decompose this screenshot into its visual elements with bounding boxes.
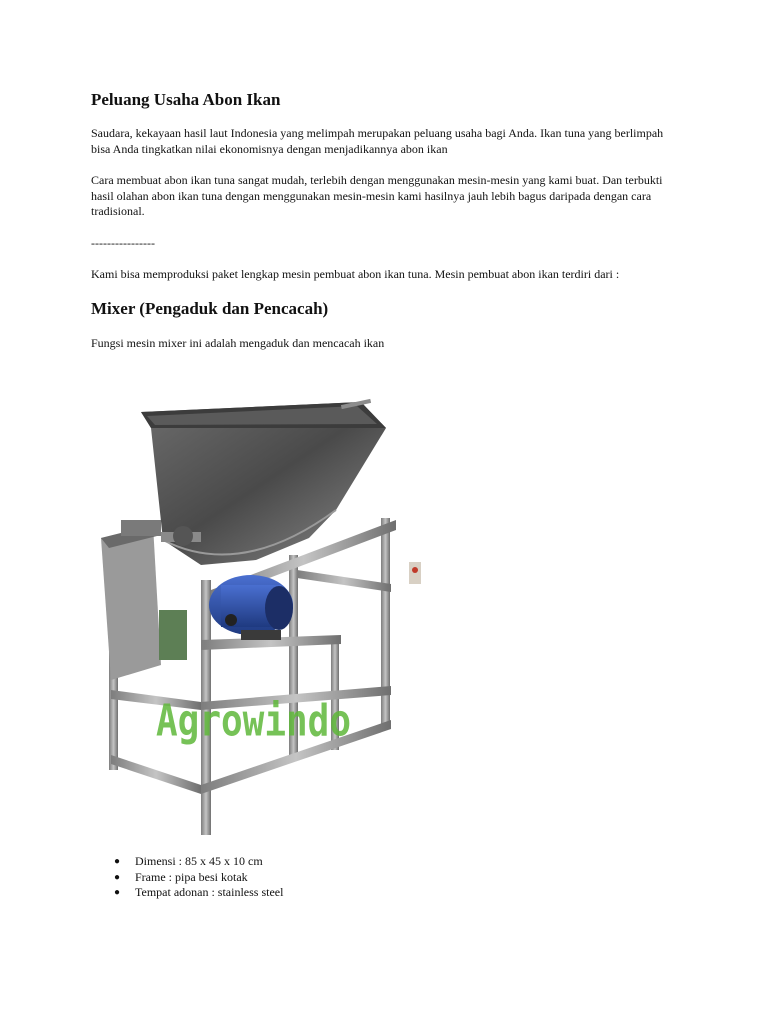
page-title: Peluang Usaha Abon Ikan	[91, 90, 281, 109]
bullet-icon: ●	[114, 871, 121, 883]
spec-item-dimensions: ● Dimensi : 85 x 45 x 10 cm	[114, 854, 263, 868]
section-description: Fungsi mesin mixer ini adalah mengaduk dan mencacah ikan	[91, 336, 385, 350]
section-heading: Mixer (Pengaduk dan Pencacah)	[91, 299, 329, 318]
spec-item-frame: ● Frame : pipa besi kotak	[114, 869, 248, 884]
electric-motor	[209, 575, 293, 640]
spec-list	[91, 854, 283, 901]
spec-item-container: ● Tempat adonan : stainless steel	[114, 885, 284, 899]
method-paragraph: Cara membuat abon ikan tuna sangat mudah, terlebih dengan menggunakan mesin-mesin yang kami buat. Dan terbukti hasil olahan abon ikan tuna dengan menggunakan mesin-mesin kami hasilnya jauh lebih bagus daripada dengan cara tradisional.	[91, 173, 663, 219]
watermark-text: Agrowindo	[156, 696, 352, 747]
gear-box	[101, 520, 201, 680]
mixer-machine-photo	[91, 390, 431, 840]
package-paragraph: Kami bisa memproduksi paket lengkap mesin pembuat abon ikan tuna. Mesin pembuat abon ikan terdiri dari :	[91, 267, 620, 281]
intro-paragraph: Saudara, kekayaan hasil laut Indonesia yang melimpah merupakan peluang usaha bagi Anda. Ikan tuna yang berlimpah bisa Anda tingkatkan nilai ekonomisnya dengan menjadikannya abon ikan	[91, 126, 664, 156]
bullet-icon: ●	[114, 856, 121, 867]
bullet-icon: ●	[114, 887, 121, 898]
separator-line: ----------------	[91, 236, 155, 250]
